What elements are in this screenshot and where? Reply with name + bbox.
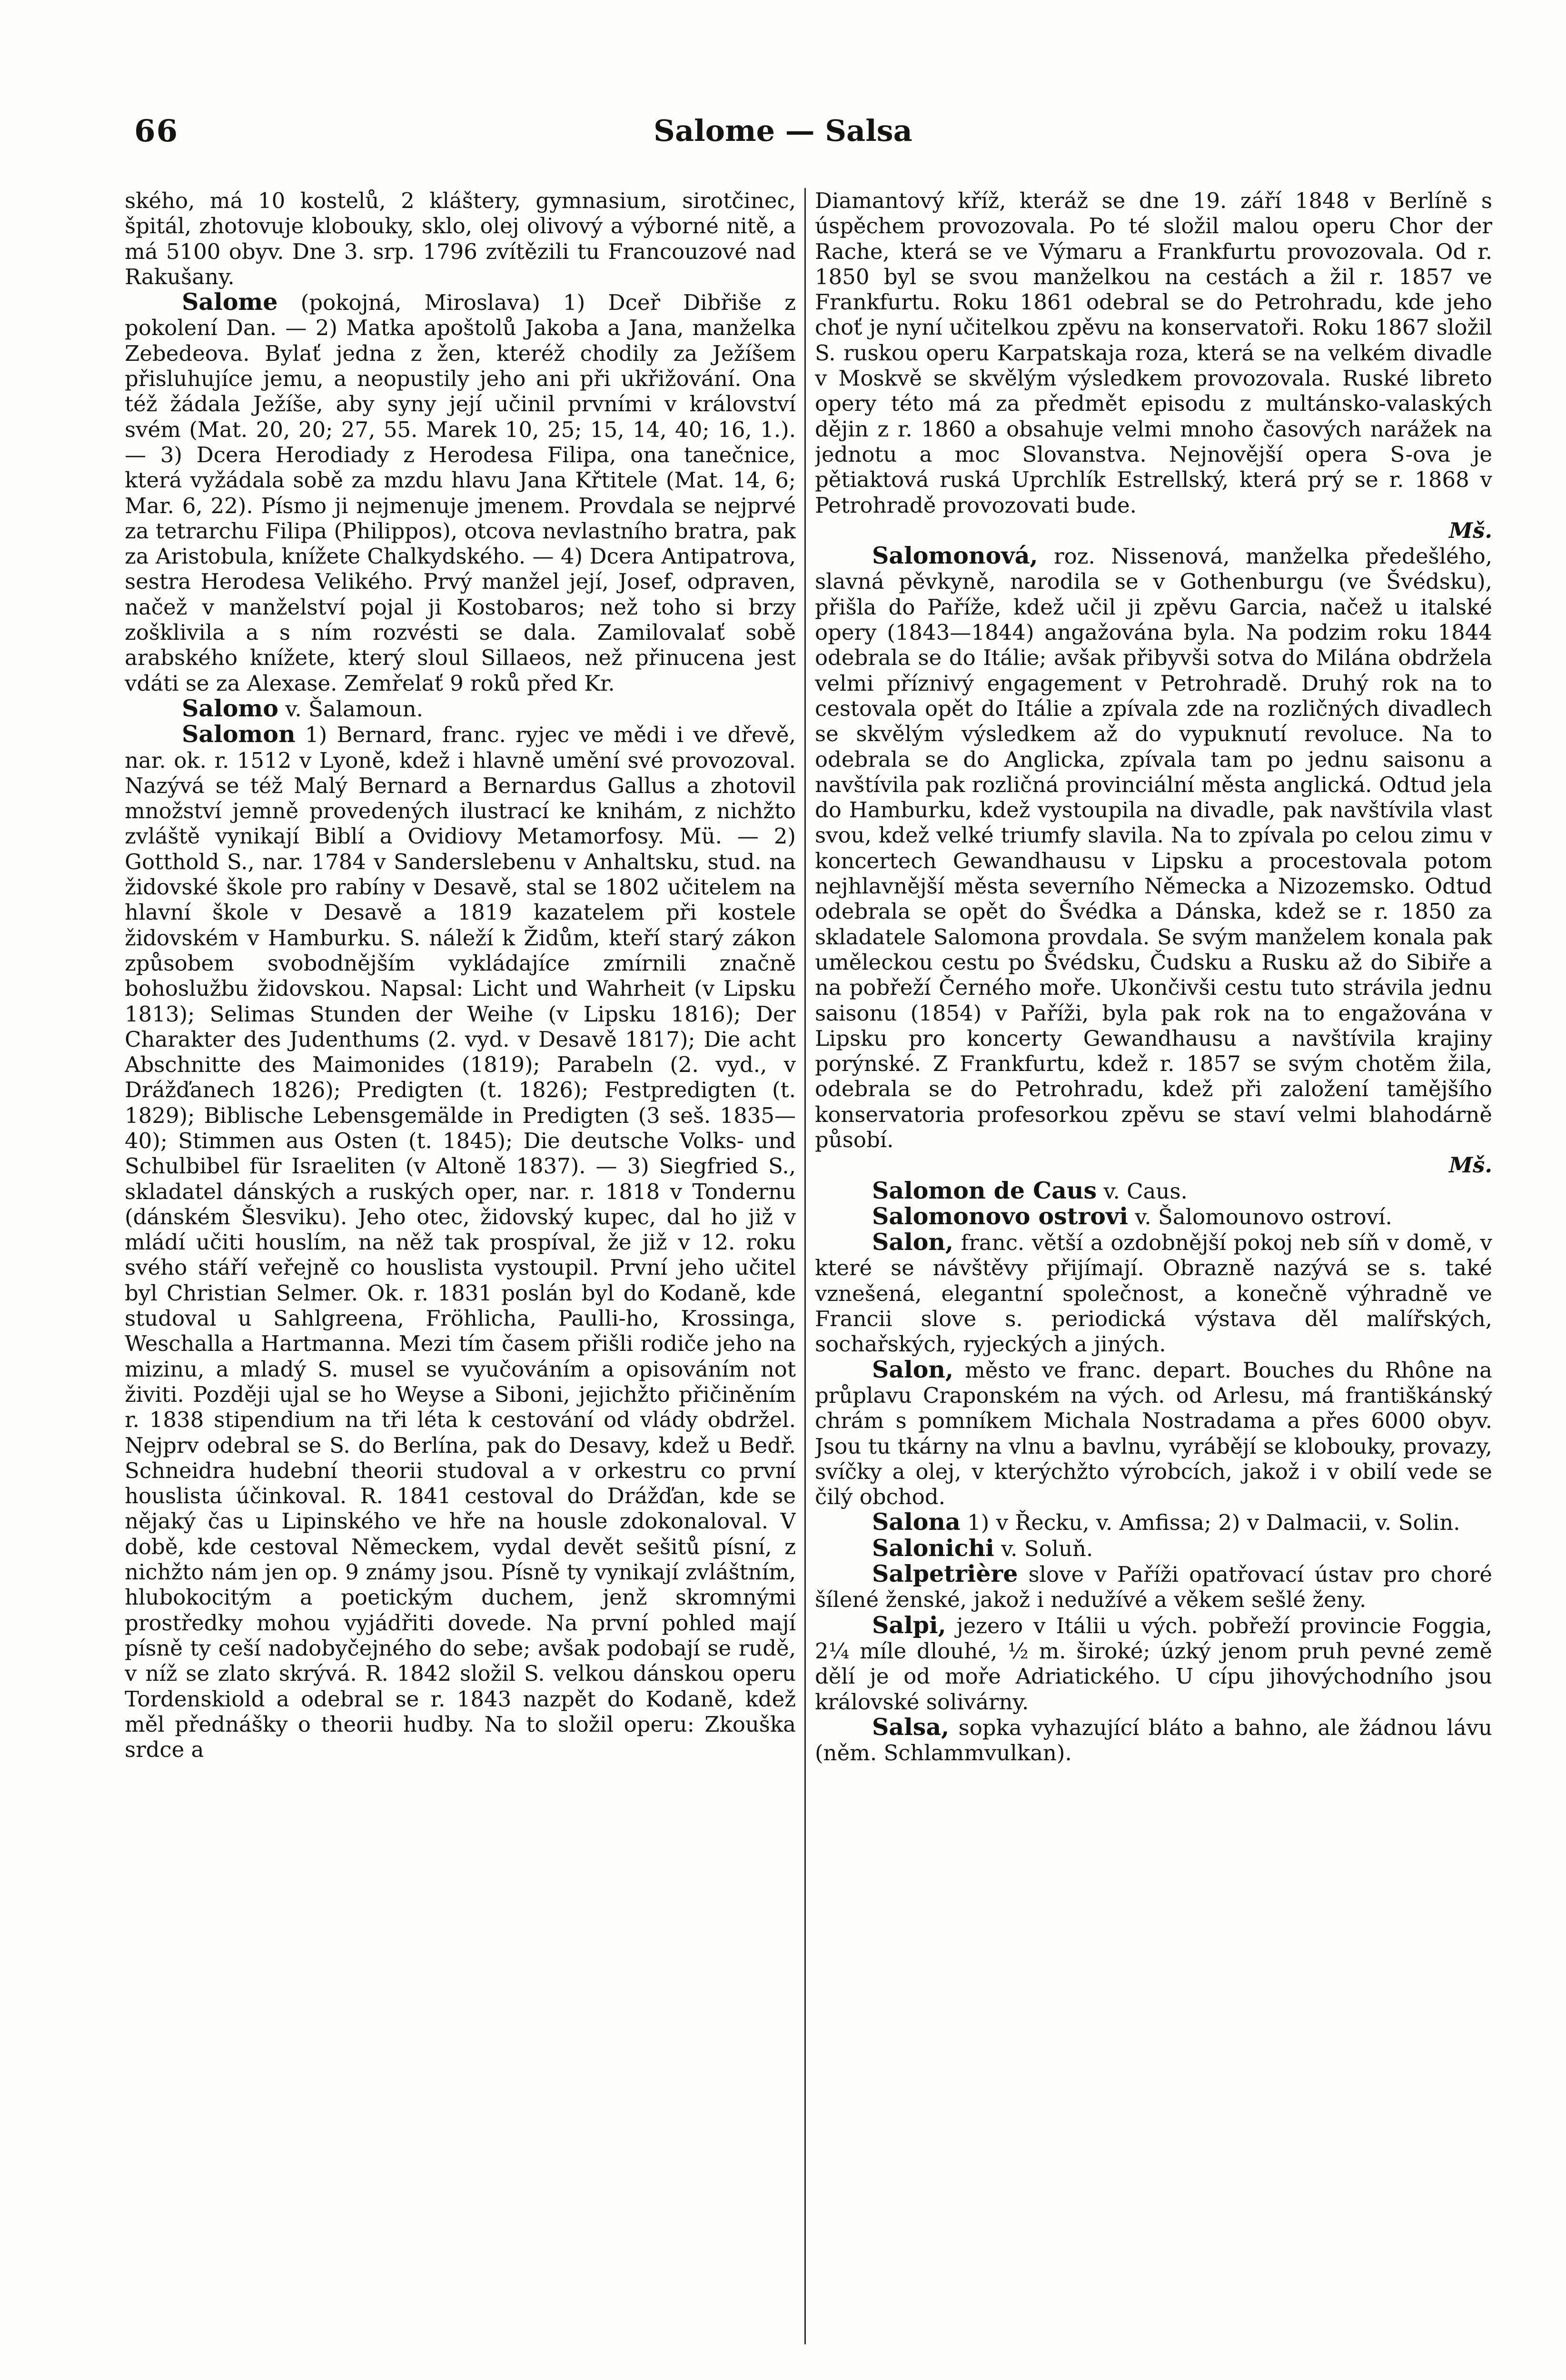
entry-headword: Salomonová, <box>872 542 1038 570</box>
entry-headword: Salona <box>872 1508 961 1536</box>
entry-headword: Salpetrière <box>872 1560 1018 1588</box>
entry-text: v. Šalamoun. <box>285 696 423 722</box>
entry-salomon <box>125 722 796 1762</box>
page-number: 66 <box>134 113 179 149</box>
entry-headword: Salon, <box>872 1228 954 1256</box>
entry-salon-room <box>815 1230 1492 1357</box>
entry-text: 1) Bernard, franc. ryjec ve mědi i ve dřevě, nar. ok. r. 1512 v Lyoně, kdež i hlavně umění své provozoval. Nazývá se též Malý Bernard a Bernardus Gallus a zhotovil množství jemně provedených ilustrací ke knihám, z nichžto zvláště vynikají Biblí a Ovidiovy Metamorfosy. Mü. — 2) Gotthold S., nar. 1784 v Sanderslebenu v Anhaltsku, stud. na židovské škole pro rabíny v Desavě, stal se 1802 učitelem na hlavní škole v Desavě a 1819 kazatelem při kostele židovském v Hamburku. S. náleží k Židům, kteří starý zákon způsobem svobodnějším vykládajíce zmírnili značně bohoslužbu židovskou. Napsal: Licht und Wahrheit (v Lipsku 1813); Selimas Stunden der Weihe (v Lipsku 1816); Der Charakter des Judenthums (2. vyd. v Desavě 1817); Die acht Abschnitte des Maimonides (1819); Parabeln (2. vyd., v Drážďanech 1826); Predigten (t. 1826); Festpredigten (t. 1829); Biblische Lebensgemälde in Predigten (3 seš. 1835—40); Stimmen aus Osten (t. 1845); Die deutsche Volks- und Schulbibel für Israeliten (v Altoně 1837). — 3) Siegfried S., skladatel dánských a ruských oper, nar. r. 1818 v Tondernu (dánském Šlesviku). Jeho otec, židovský kupec, dal ho již v mládí učiti houslím, na něž tak prospíval, že již v 12. roku svého stáří veřejně co houslista vystoupil. První jeho učitel byl Christian Selmer. Ok. r. 1831 poslán byl do Kodaně, kde studoval u Sahlgreena, Fröhlicha, Paulli-ho, Krossinga, Weschalla a Hartmanna. Mezi tím časem přišli rodiče jeho na mizinu, a mladý S. musel se vyučováním a opisováním not živiti. Později ujal se ho Weyse a Siboni, jejichžto přičiněním r. 1838 stipendium na tři léta k cestování od vlády obdržel. Nejprv odebral se S. do Berlína, pak do Desavy, kdež u Bedř. Schneidra hudební theorii studoval a v orkestru co první houslista účinkoval. R. 1841 cestoval do Drážďan, kde se nějaký čas u Lipinského ve hře na housle zdokonaloval. V době, kde cestoval Německem, vydal devět sešitů písní, z nichžto nám jen op. 9 známy jsou. Písně ty vynikají zvláštním, hlubokocitým a poetickým duchem, jenž skromnými prostředky mohou vyjádřiti dovede. Na první pohled mají písně ty ceší nadobyčejného do sebe; avšak podobají se rudě, v níž se zlato skrývá. R. 1842 složil S. velkou dánskou operu Tordenskiold a odebral se r. 1843 nazpět do Kodaně, kdež měl přednášky o theorii hudby. Na to složil operu: Zkouška srdce a <box>125 722 796 1763</box>
entry-text: (pokojná, Miroslava) 1) Dceř Dibřiše z pokolení Dan. — 2) Matka apoštolů Jakoba a Jana, manželka Zebedeova. Bylať jedna z žen, kteréž chodily za Ježíšem přisluhujíce jemu, a neopustily jeho ani při ukřižování. Ona též žádala Ježíše, aby syny její učinil prvními v království svém (Mat. 20, 20; 27, 55. Marek 10, 25; 15, 14, 40; 16, 1.). — 3) Dcera Herodiady z Herodesa Filipa, ona tanečnice, která vyžádala sobě za mzdu hlavu Jana Křtitele (Mat. 14, 6; Mar. 6, 22). Písmo ji nejmenuje jmenem. Provdala se nejprvé za tetrarchu Filipa (Philippos), otcova nevlastního bratra, pak za Aristobula, knížete Chalkydského. — 4) Dcera Antipatrova, sestra Herodesa Velikého. Prvý manžel její, Josef, odpraven, načež v manželství pojal ji Kostobaros; než toho si brzy zošklivila a s ním rozvésti se dala. Zamilovalať sobě arabského knížete, který sloul Sillaeos, než přinucena jest vdáti se za Alexase. Zemřelať 9 roků před Kr. <box>125 290 796 696</box>
entry-headword: Salomonovo ostrovi <box>872 1202 1128 1230</box>
entry-headword: Salon, <box>872 1355 954 1383</box>
entry-text: 1) v Řecku, v. Amfissa; 2) v Dalmacii, v. Solin. <box>967 1510 1460 1536</box>
entry-salonichi <box>815 1536 1492 1561</box>
author-signature: Mš. <box>1449 517 1492 543</box>
continuation-paragraph <box>125 188 796 289</box>
entry-text: Diamantový kříž, kteráž se dne 19. září 1848 v Berlíně s úspěchem provozovala. Po té složil malou operu Chor der Rache, která se ve Výmaru a Frankfurtu provozovala. Od r. 1850 byl se svou manželkou na cestách a žil r. 1857 ve Frankfurtu. Roku 1861 odebral se do Petrohradu, kde jeho choť je nyní učitelkou zpěvu na konservatoři. Roku 1867 složil S. ruskou operu Karpatskaja roza, která se na velkém divadle v Moskvě se skvělým výsledkem provozovala. Ruské libreto opery této má za předmět episodu z multánsko-valaských dějin z r. 1860 a obsahuje velmi mnoho časových narážek na jednotu a moc Slovanstva. Nejnovější opera S-ova je pětiaktová ruská Uprchlík Estrellský, která prý se r. 1868 v Petrohradě provozovati bude. <box>815 188 1492 518</box>
entry-headword: Salonichi <box>872 1534 994 1562</box>
entry-salsa <box>815 1715 1492 1766</box>
entry-salome <box>125 289 796 696</box>
entry-headword: Salome <box>182 288 278 316</box>
entry-text: sopka vyhazující bláto a bahno, ale žádnou lávu (něm. Schlammvulkan). <box>815 1715 1492 1766</box>
entry-salomonova <box>815 543 1492 1152</box>
entry-text: město ve franc. depart. Bouches du Rhône na průplavu Craponském na vých. od Arlesu, má františkánský chrám s pomníkem Michala Nostradama a přes 6000 obyv. Jsou tu tkárny na vlnu a bavlnu, vyrábějí se klobouky, provazy, svíčky a olej, v kterýchžto výrobcích, jakož i v obilí vede se čilý obchod. <box>815 1357 1492 1510</box>
entry-text: ského, má 10 kostelů, 2 kláštery, gymnasium, sirotčinec, špitál, zhotovuje klobouky, sklo, olej olivový a výborné nitě, a má 5100 obyv. Dne 3. srp. 1796 zvítězili tu Francouzové nad Rakušany. <box>125 188 796 289</box>
entry-text: v. Caus. <box>1103 1178 1188 1204</box>
entry-text: v. Soluň. <box>1001 1536 1093 1561</box>
entry-salpetriere <box>815 1561 1492 1613</box>
entry-salomon-de-caus <box>815 1178 1492 1204</box>
author-signature: Mš. <box>1449 1152 1492 1178</box>
entry-headword: Salomon de Caus <box>872 1176 1097 1204</box>
column-divider <box>804 188 806 2344</box>
running-head: Salome — Salsa <box>654 113 912 148</box>
left-column <box>125 188 796 2347</box>
entry-headword: Salsa, <box>872 1713 950 1741</box>
entry-text: franc. větší a ozdobnější pokoj neb síň v domě, v které se návštěvy přijímají. Obrazně nazývá se s. také vznešená, elegantní společnost, a konečně výhradně ve Francii slove s. periodická výstava děl malířských, sochařských, ryjeckých a jiných. <box>815 1230 1492 1357</box>
entry-salomonovo-ostrovi <box>815 1204 1492 1230</box>
entry-headword: Salpi, <box>872 1611 946 1639</box>
entry-salomo <box>125 696 796 722</box>
entry-headword: Salomo <box>182 694 278 722</box>
entry-salona <box>815 1509 1492 1535</box>
entry-text: v. Šalomounovo ostroví. <box>1135 1204 1392 1230</box>
entry-salpi <box>815 1613 1492 1715</box>
entry-text: roz. Nissenová, manželka předešlého, slavná pěvkyně, narodila se v Gothenburgu (ve Švédsku), přišla do Paříže, kdež učil ji zpěvu Garcia, načež u italské opery (1843—1844) angažována byla. Na podzim roku 1844 odebrala se do Itálie; avšak přibyvši sotva do Milána obdržela velmi příznivý engagement v Petrohradě. Druhý rok na to cestovala opět do Itálie a zpívala zde na rozličných divadlech se skvělým výsledkem až do vypuknutí revoluce. Na to odebrala se do Anglicka, zpívala tam po jednu saisonu a navštívila pak rozličná provinciální města anglická. Odtud jela do Hamburku, kdež vystoupila na divadle, pak navštívila vlast svou, kdež velké triumfy slavila. Na to zpívala po celou zimu v koncertech Gewandhausu v Lipsku a procestovala potom nejhlavnější města severního Německa a Nizozemsko. Odtud odebrala se opět do Švédka a Dánska, kdež se r. 1850 za skladatele Salomona provdala. Se svým manželem konala pak uměleckou cestu po Švédsku, Čudsku a Rusku až do Sibiře a na pobřeží Černého moře. Ukončivši cestu tuto strávila jednu saisonu (1854) v Paříži, byla pak rok na to engažována v Lipsku pro koncerty Gewandhausu a navštívila krajiny porýnské. Z Frankfurtu, kdež r. 1857 se svým chotěm žila, odebrala se do Petrohradu, kdež při založení tamějšího konservatoria profesorkou zpěvu se staví velmi blahodárně působí. <box>815 544 1492 1152</box>
entry-headword: Salomon <box>182 720 296 748</box>
entry-text: jezero v Itálii u vých. pobřeží provincie Foggia, 2¼ míle dlouhé, ½ m. široké; úzký jenom pruh pevné země dělí je od moře Adriatického. U cípu jihovýchodního jsou královské solivárny. <box>815 1613 1492 1715</box>
right-column <box>815 188 1492 2347</box>
entry-salon-town <box>815 1357 1492 1510</box>
continuation-paragraph <box>815 188 1492 518</box>
entry-text: slove v Paříži opatřovací ústav pro choré šílené ženské, jakož i nedužívé a věkem sešlé ženy. <box>815 1562 1492 1613</box>
